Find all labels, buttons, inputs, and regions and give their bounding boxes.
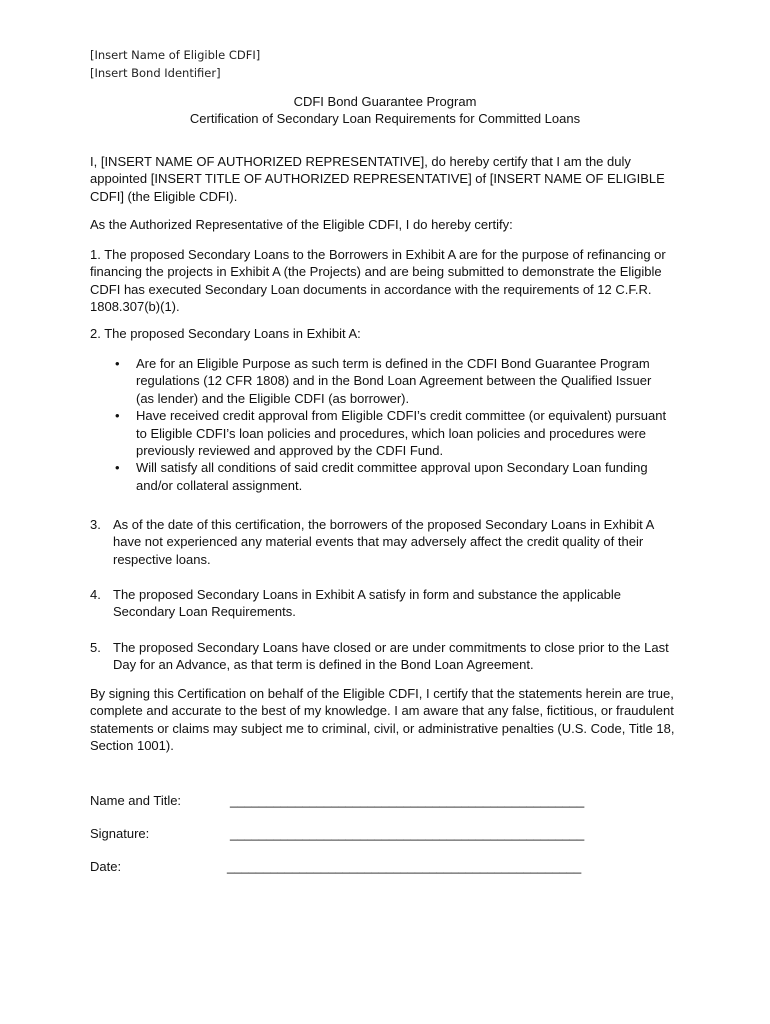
signature-row: [90, 826, 650, 844]
item-1-paragraph: 1. The proposed Secondary Loans to the Borrowers in Exhibit A are for the purpose of refinancing or financing the projects in Exhibit A (the Projects) and are being submitted to demonstrate the Eligible CDFI has executed Secondary Loan documents in accordance with the requirements of 12 C.F.R. 1808.307(b)(1).: [90, 247, 666, 315]
bullet-text: Are for an Eligible Purpose as such term is defined in the CDFI Bond Guarantee Program regulations (12 CFR 1808) and in the Bond Loan Agreement between the Qualified Issuer (as lender) and the Eligible CDFI (as borrower).: [136, 356, 652, 406]
bullet-icon: •: [115, 356, 120, 371]
intro-paragraph: I, [INSERT NAME OF AUTHORIZED REPRESENTATIVE], do hereby certify that I am the duly appointed [INSERT TITLE OF AUTHORIZED REPRESENTATIVE] of [INSERT NAME OF ELIGIBLE CDFI] (the Eligible CDFI).: [90, 154, 665, 204]
certify-lead-paragraph: As the Authorized Representative of the Eligible CDFI, I do hereby certify:: [90, 217, 513, 232]
signature-label: Signature:: [90, 826, 150, 841]
bullet-icon: •: [115, 460, 120, 476]
item-number: 5.: [90, 640, 101, 655]
document-title: [0, 93, 770, 127]
item-number: 3.: [90, 517, 101, 532]
certification-title: Certification of Secondary Loan Requirements for Committed Loans: [189, 111, 581, 126]
date-field[interactable]: _________________________________________________: [227, 859, 582, 874]
name-title-label: Name and Title:: [90, 793, 182, 808]
cdfi-name-placeholder: [Insert Name of Eligible CDFI]: [90, 48, 261, 62]
item-text: The proposed Secondary Loans have closed or are under commitments to close prior to the Last Day for an Advance, as that term is defined in the Bond Loan Agreement.: [113, 640, 669, 673]
item-2-lead: 2. The proposed Secondary Loans in Exhibit A:: [90, 326, 361, 341]
bond-identifier-placeholder: [Insert Bond Identifier]: [90, 66, 221, 80]
item-4: [90, 586, 680, 621]
item-3: [90, 516, 680, 568]
bullet-item: [112, 355, 672, 407]
bullet-text: Have received credit approval from Eligible CDFI’s credit committee (or equivalent) pursuant to Eligible CDFI’s loan policies and procedures, which loan policies and procedures were previously reviewed and approved by the CDFI Fund.: [136, 408, 667, 459]
name-title-field[interactable]: _________________________________________________: [230, 793, 585, 808]
bullet-text: Will satisfy all conditions of said credit committee approval upon Secondary Loan funding and/or collateral assignment.: [136, 460, 648, 493]
item-text: As of the date of this certification, the borrowers of the proposed Secondary Loans in Exhibit A have not experienced any material events that may adversely affect the credit quality of their respective loans.: [113, 517, 654, 567]
closing-paragraph: By signing this Certification on behalf of the Eligible CDFI, I certify that the statements herein are true, complete and accurate to the best of my knowledge. I am aware that any false, fictitious, or fraudulent statements or claims may subject me to criminal, civil, or administrative penalties (U.S. Code, Title 18, Section 1001).: [90, 686, 675, 754]
date-label: Date:: [90, 859, 122, 874]
document-header: [90, 46, 260, 82]
date-row: [90, 859, 650, 877]
program-title: CDFI Bond Guarantee Program: [293, 94, 477, 109]
item-5: [90, 639, 680, 674]
signature-field[interactable]: _________________________________________________: [230, 826, 585, 841]
name-title-row: [90, 793, 650, 811]
bullet-icon: •: [115, 408, 120, 424]
item-2-bullet-list: [112, 355, 672, 494]
item-text: The proposed Secondary Loans in Exhibit A satisfy in form and substance the applicable Secondary Loan Requirements.: [113, 587, 622, 620]
bullet-item: [112, 459, 672, 494]
bullet-item: [112, 407, 672, 459]
item-number: 4.: [90, 587, 101, 602]
